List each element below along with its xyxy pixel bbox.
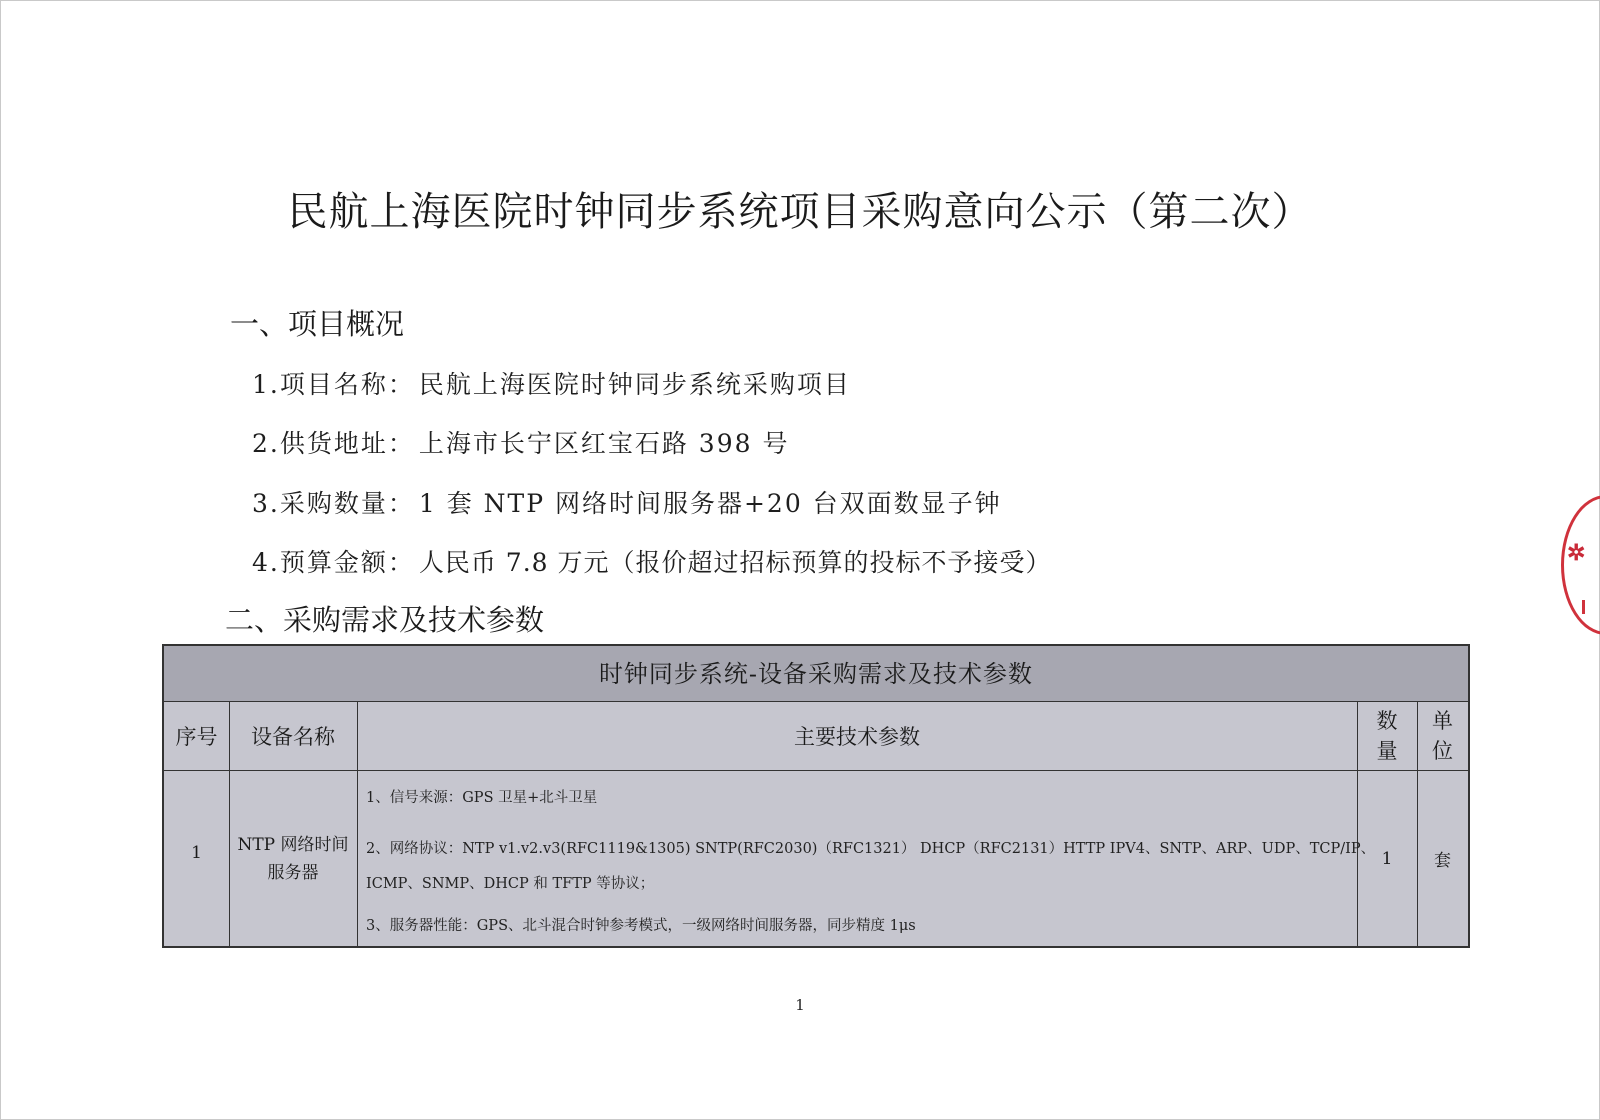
item-value: 人民币 7.8 万元（报价超过招标预算的投标不予接受） xyxy=(418,548,1052,577)
document-title: 民航上海医院时钟同步系统项目采购意向公示（第二次） xyxy=(287,189,1313,235)
header-unit xyxy=(1417,702,1468,770)
table-caption: 时钟同步系统-设备采购需求及技术参数 xyxy=(164,646,1468,702)
table-row-quantity: 1 xyxy=(1381,848,1393,869)
item-value: 上海市长宁区红宝石路 398 号 xyxy=(418,429,790,458)
table-row-device-name xyxy=(229,771,357,946)
device-name-line1: NTP 网络时间 xyxy=(237,834,349,855)
table-row-params xyxy=(366,771,1376,946)
item-value: 1 套 NTP 网络时间服务器+20 台双面数显子钟 xyxy=(418,489,1002,518)
seal-mark-icon xyxy=(1582,600,1593,614)
header-main-params: 主要技术参数 xyxy=(794,725,920,749)
item-label: 2.供货地址： xyxy=(252,429,415,458)
seal-glyph-icon: ✲ xyxy=(1567,540,1586,566)
header-quantity-line2: 量 xyxy=(1376,739,1398,763)
overview-item-budget xyxy=(252,543,1052,579)
header-quantity-line1: 数 xyxy=(1376,709,1398,733)
section-heading-overview: 一、项目概况 xyxy=(230,307,405,341)
header-unit-line1: 单 xyxy=(1432,709,1453,733)
requirements-table xyxy=(162,644,1470,948)
header-quantity xyxy=(1357,702,1417,770)
overview-item-quantity xyxy=(252,484,1002,520)
param-line: 1、信号来源：GPS 卫星+北斗卫星 xyxy=(366,790,598,806)
header-device-name: 设备名称 xyxy=(251,725,335,749)
page-number: 1 xyxy=(795,996,805,1014)
item-label: 1.项目名称： xyxy=(252,370,415,399)
table-row-unit: 套 xyxy=(1434,851,1451,871)
overview-item-address xyxy=(252,424,789,460)
item-label: 4.预算金额： xyxy=(252,548,415,577)
item-value: 民航上海医院时钟同步系统采购项目 xyxy=(418,370,851,399)
device-name-line2: 服务器 xyxy=(267,862,319,883)
param-line: 3、服务器性能：GPS、北斗混合时钟参考模式，一级网络时间服务器，同步精度 1μs xyxy=(366,918,916,934)
overview-item-project-name xyxy=(252,365,851,401)
item-label: 3.采购数量： xyxy=(252,489,415,518)
header-serial-no: 序号 xyxy=(175,725,218,749)
header-unit-line2: 位 xyxy=(1432,739,1453,763)
param-line: 2、网络协议：NTP v1.v2.v3(RFC1119&1305) SNTP(RFC2030)（RFC1321） DHCP（RFC2131）HTTP IPV4、SNTP、ARP、UDP、TCP/IP、 xyxy=(366,841,1376,857)
param-line: ICMP、SNMP、DHCP 和 TFTP 等协议； xyxy=(366,876,655,892)
table-row-serial-no: 1 xyxy=(191,843,202,863)
section-heading-requirements: 二、采购需求及技术参数 xyxy=(225,603,545,637)
